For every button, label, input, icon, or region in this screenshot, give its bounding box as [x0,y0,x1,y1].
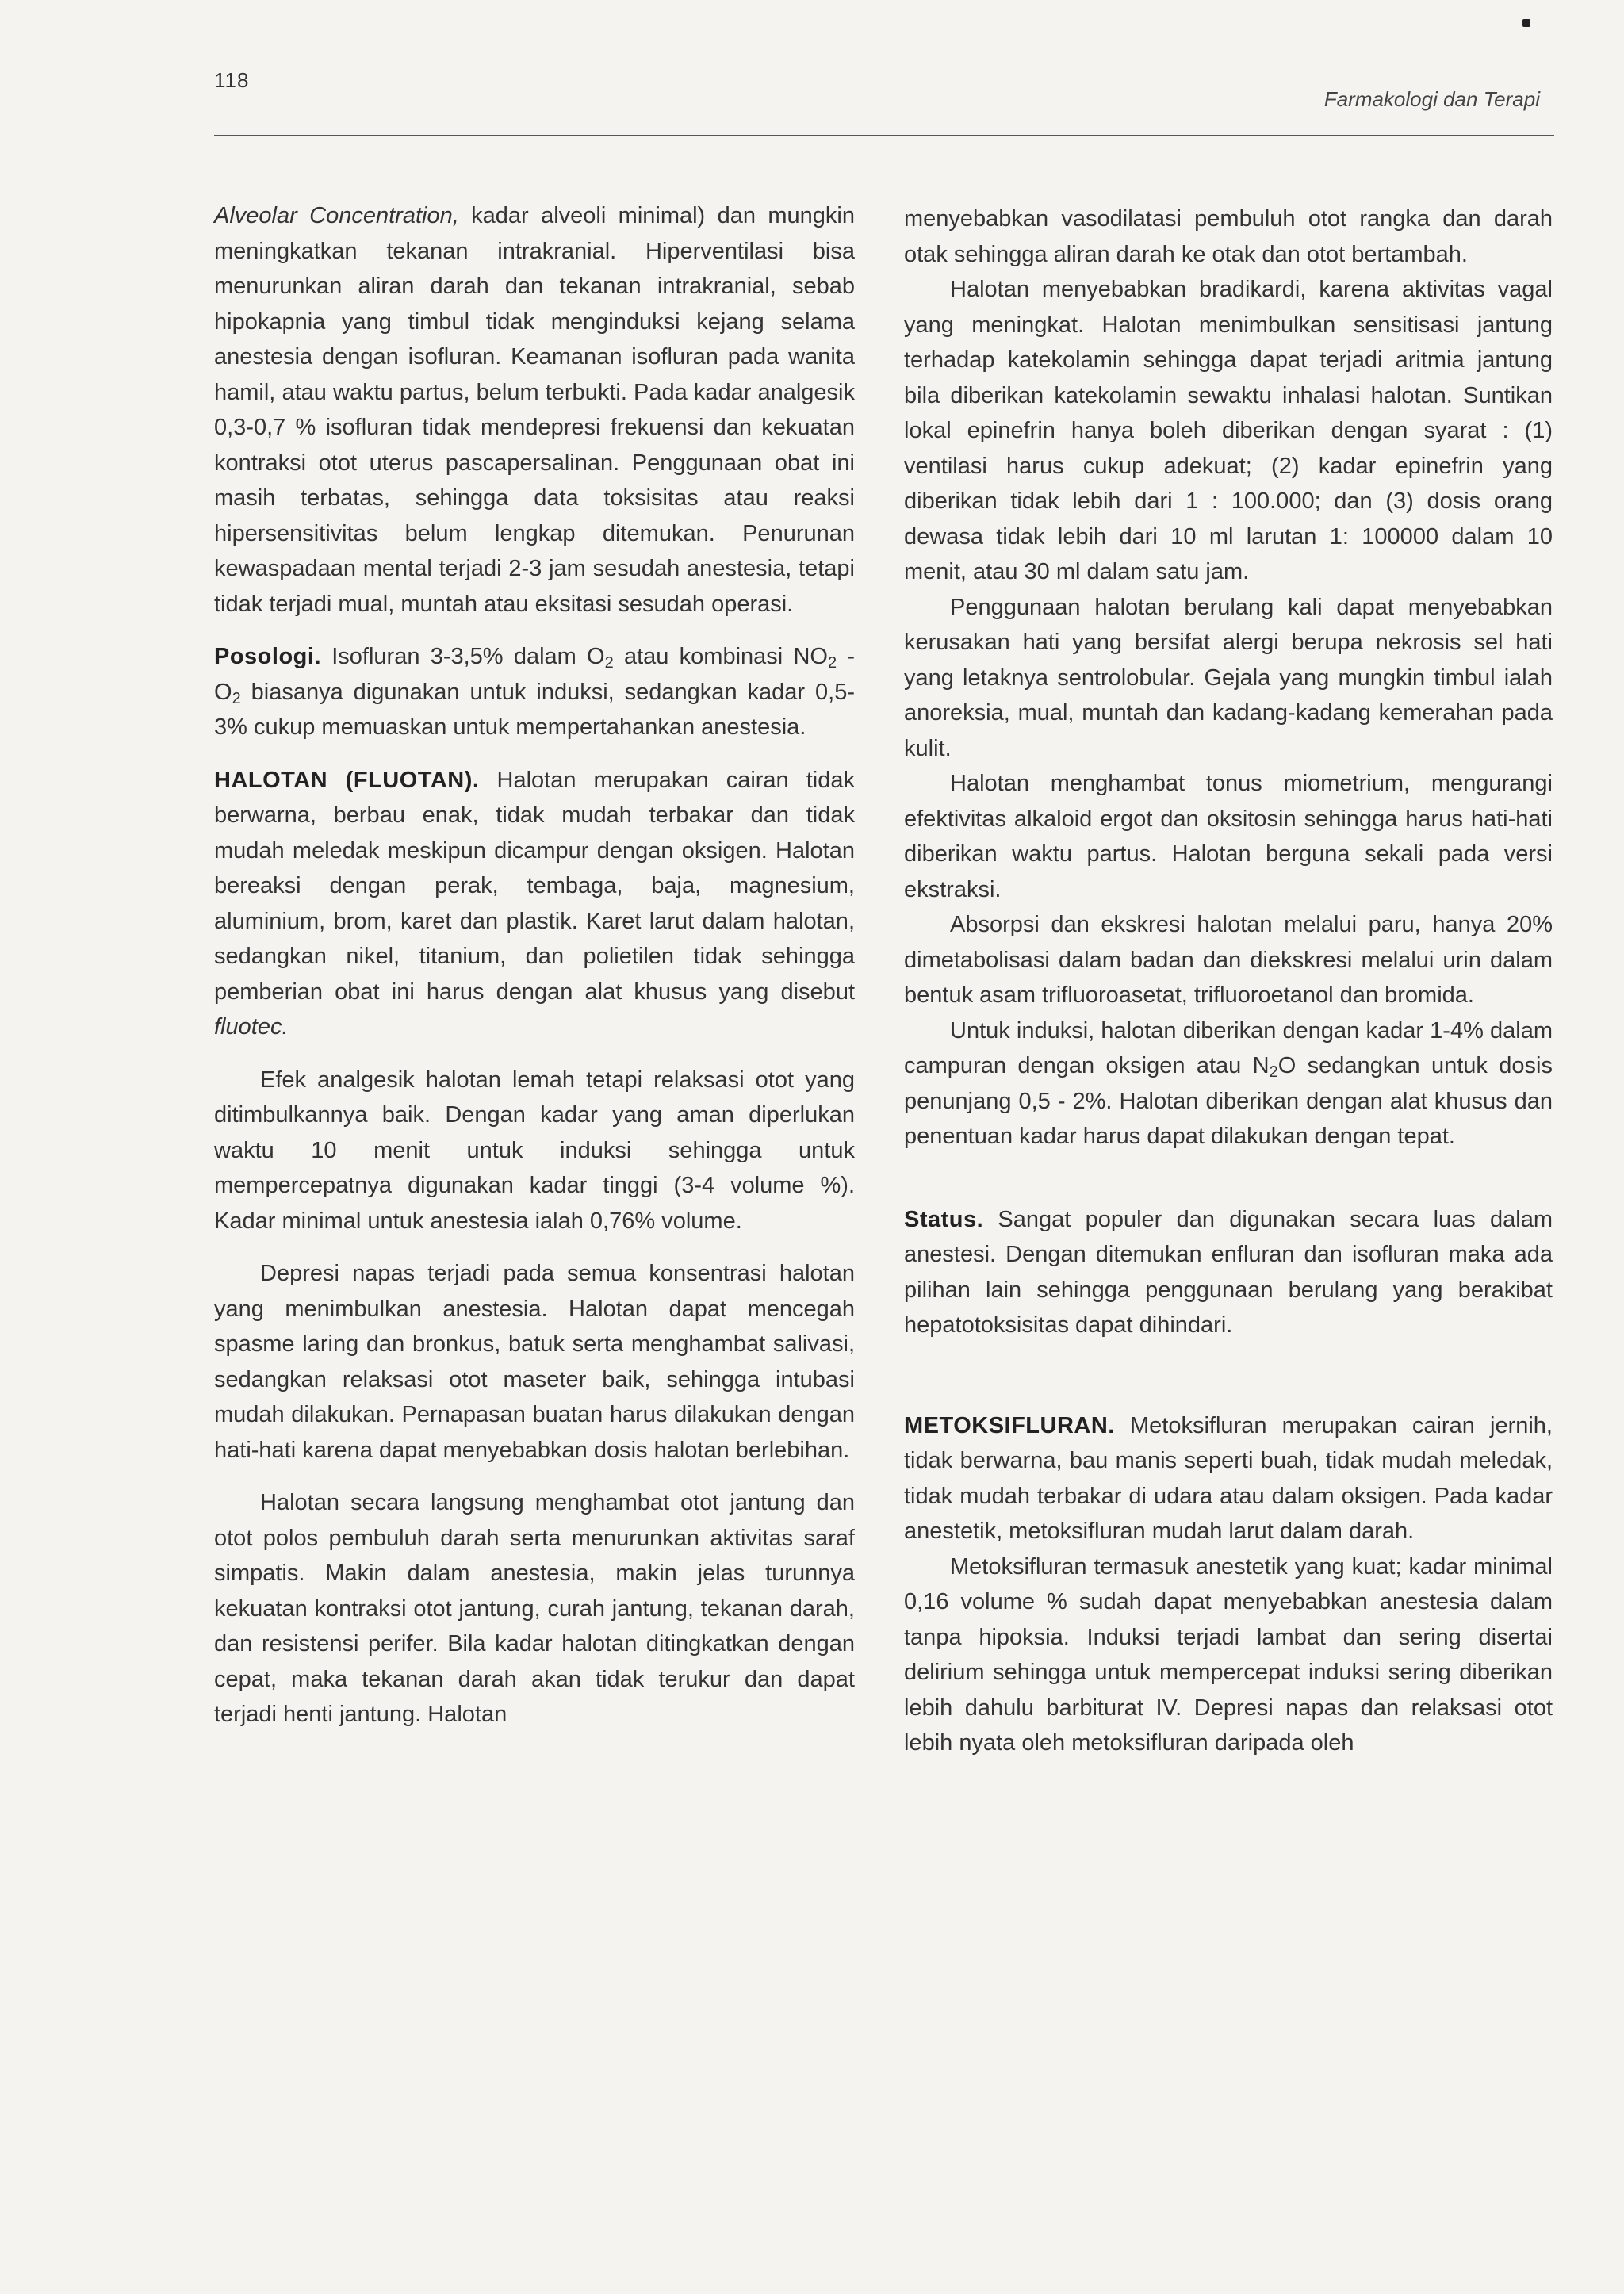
page-number: 118 [214,68,250,92]
paragraph-absorpsi: Absorpsi dan ekskresi halotan melalui paru, hanya 20% dimetabolisasi dalam badan dan diekskresi melalui urin dalam bentuk asam trifluoroasetat, trifluoroetanol dan bromida. [904,912,1553,1008]
right-column [904,201,1553,1761]
paragraph-kerusakan-hati: Penggunaan halotan berulang kali dapat menyebabkan kerusakan hati yang bersifat alergi berupa nekrosis sel hati yang letaknya sentrolobular. Gejala yang mungkin timbul ialah anoreksia, mual, muntah dan kadang-kadang kemerahan pada kulit. [904,594,1553,761]
term-status: Status. [904,1206,984,1232]
induksi-text-b: O sedangkan untuk dosis penunjang 0,5 - 2%. Halotan diberikan dengan alat khusus dan penentuan kadar harus dapat dilakukan dengan tepat. [904,1053,1553,1149]
induksi-text-a: Untuk induksi, halotan diberikan dengan kadar 1-4% dalam campuran dengan oksigen atau N [904,1017,1553,1078]
term-fluotec: fluotec. [214,1014,289,1040]
paragraph-efek-analgesik: Efek analgesik halotan lemah tetapi relaksasi otot yang ditimbulkannya baik. Dengan kadar yang aman diperlukan waktu 10 menit untuk induksi sehingga untuk mempercepatnya digunakan kadar tinggi (3-4 volume %). Kadar minimal untuk anestesia ialah 0,76% volume. [214,1067,855,1234]
paragraph-depresi-napas: Depresi napas terjadi pada semua konsentrasi halotan yang menimbulkan anestesia. Halotan dapat mencegah spasme laring dan bronkus, batuk serta menghambat salivasi, sedangkan relaksasi otot maseter baik, sehingga intubasi mudah dilakukan. Pernapasan buatan harus dilakukan dengan hati-hati karena dapat menyebabkan dosis halotan berlebihan. [214,1261,855,1463]
posologi-text-d: biasanya digunakan untuk induksi, sedangkan kadar 0,5-3% cukup memuaskan untuk mempertahankan anestesia. [214,679,855,740]
paragraph-bradikardi: Halotan menyebabkan bradikardi, karena aktivitas vagal yang meningkat. Halotan menimbulkan sensitisasi jantung terhadap katekolamin sehingga dapat terjadi aritmia jantung bila diberikan katekolamin sewaktu inhalasi halotan. Suntikan lokal epinefrin hanya boleh diberikan dengan syarat : (1) ventilasi harus cukup adekuat; (2) kadar epinefrin yang diberikan tidak lebih dari 1 : 100.000; dan (3) dosis orang dewasa tidak lebih dari 10 ml larutan 1: 100000 dalam 10 menit, atau 30 ml dalam satu jam. [904,277,1553,584]
paragraph-halotan-jantung: Halotan secara langsung menghambat otot jantung dan otot polos pembuluh darah serta menurunkan aktivitas saraf simpatis. Makin dalam anestesia, makin jelas turunnya kekuatan kontraksi otot jantung, curah jantung, tekanan darah, dan resistensi perifer. Bila kadar halotan ditingkatkan dengan cepat, maka tekanan darah akan tidak terukur dan dapat terjadi henti jantung. Halotan [214,1490,855,1727]
left-column [214,198,855,1733]
paragraph-posologi [214,639,855,745]
term-posologi: Posologi. [214,644,321,669]
scan-mark [1522,19,1530,27]
paragraph-isofluran-cont [214,198,855,622]
term-metoksifluran: METOKSIFLURAN. [904,1412,1115,1438]
paragraph-induksi [904,1013,1553,1155]
subscript: 2 [604,654,614,672]
posologi-text-a: Isofluran 3-3,5% dalam O [321,644,605,669]
paragraph-vasodilatasi: menyebabkan vasodilatasi pembuluh otot rangka dan darah otak sehingga aliran darah ke otak dan otot bertambah. [904,206,1553,267]
paragraph-metoksifluran-kuat: Metoksifluran termasuk anestetik yang kuat; kadar minimal 0,16 volume % sudah dapat menyebabkan anestesia dalam tanpa hipoksia. Induksi terjadi lambat dan sering disertai delirium sehingga untuk mempercepat induksi sering diberikan lebih dahulu barbiturat IV. Depresi napas dan relaksasi otot lebih nyata oleh metoksifluran daripada oleh [904,1553,1553,1756]
term-alveolar: Alveolar Concentration, [214,203,459,228]
subscript: 2 [827,654,837,672]
header-divider [214,135,1554,136]
posologi-text-c: - O [214,644,856,705]
metoksifluran-text: Metoksifluran merupakan cairan jernih, tidak berwarna, bau manis seperti buah, tidak mudah meledak, tidak mudah terbakar di udara atau dalam oksigen. Pada kadar anestetik, metoksifluran mudah larut dalam darah. [904,1412,1553,1544]
term-halotan: HALOTAN (FLUOTAN). [214,767,480,793]
halotan-text: Halotan merupakan cairan tidak berwarna, berbau enak, tidak mudah terbakar dan tidak mudah meledak meskipun dicampur dengan oksigen. Halotan bereaksi dengan perak, tembaga, baja, magnesium, aluminium, brom, karet dan plastik. Karet larut dalam halotan, sedangkan nikel, titanium, dan polietilen tidak sehingga pemberian obat ini harus dengan alat khusus yang disebut [214,767,855,1005]
subscript: 2 [232,689,241,707]
paragraph-status [904,1202,1553,1343]
paragraph-text: kadar alveoli minimal) dan mungkin meningkatkan tekanan intrakranial. Hiperventilasi bisa menurunkan aliran darah dan tekanan intrakranial, sebab hipokapnia yang timbul tidak menginduksi kejang selama anestesia dengan isofluran. Keamanan isofluran pada wanita hamil, atau waktu partus, belum terbukti. Pada kadar analgesik 0,3-0,7 % isofluran tidak mendepresi frekuensi dan kekuatan kontraksi otot uterus pascapersalinan. Penggunaan obat ini masih terbatas, sehingga data toksisitas atau reaksi hipersensitivitas belum lengkap ditemukan. Penurunan kewaspadaan mental terjadi 2-3 jam sesudah anestesia, tetapi tidak terjadi mual, muntah atau eksitasi sesudah operasi. [214,203,855,617]
subscript: 2 [1269,1063,1278,1081]
paragraph-halotan [214,763,855,1045]
posologi-text-b: atau kombinasi NO [613,644,828,669]
status-text: Sangat populer dan digunakan secara luas dalam anestesi. Dengan ditemukan enfluran dan isofluran maka ada pilihan lain sehingga penggunaan berulang yang berakibat hepatotoksisitas dapat dihindari. [904,1206,1553,1338]
paragraph-tonus-miometrium: Halotan menghambat tonus miometrium, mengurangi efektivitas alkaloid ergot dan oksitosin sehingga harus hati-hati diberikan waktu partus. Halotan berguna sekali pada versi ekstraksi. [904,771,1553,902]
paragraph-metoksifluran [904,1408,1553,1549]
running-header: Farmakologi dan Terapi [1323,87,1540,111]
